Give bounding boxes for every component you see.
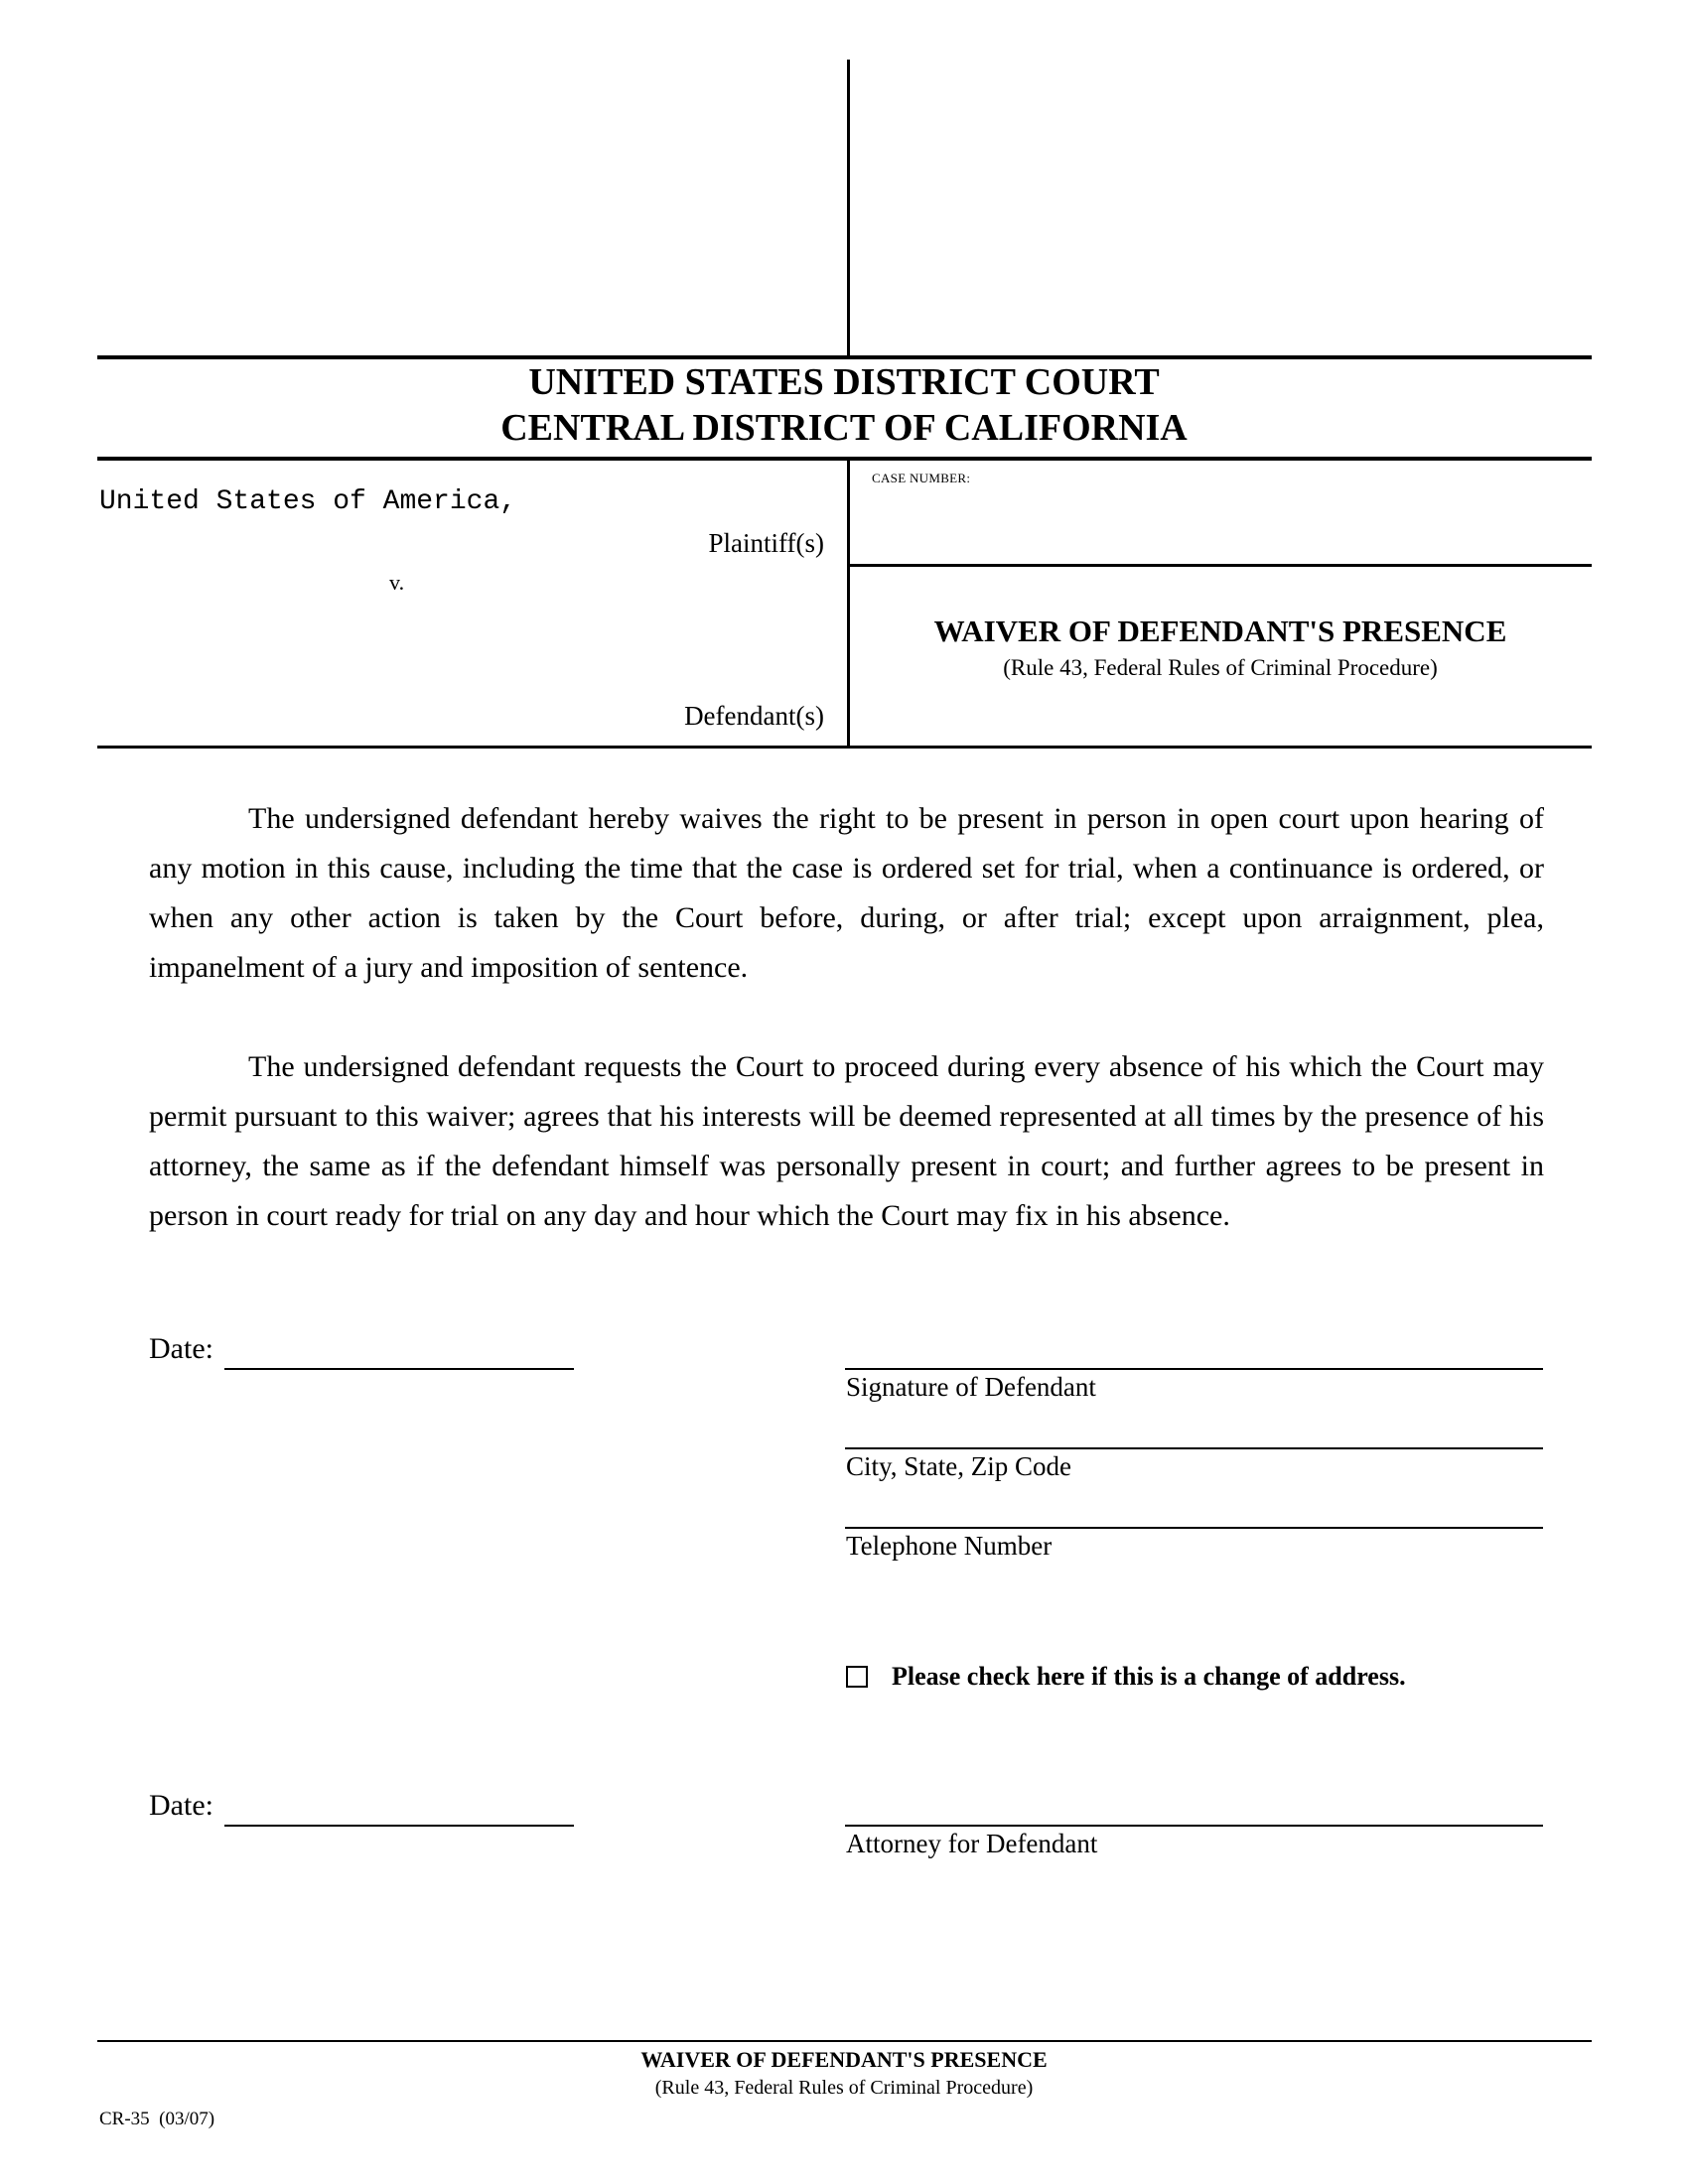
footer-subtitle: (Rule 43, Federal Rules of Criminal Procedure)	[654, 2077, 1034, 2099]
attorney-signature-line	[845, 1825, 1543, 1827]
waiver-paragraph-1	[149, 794, 1544, 993]
court-title-bottom-rule	[97, 457, 1592, 461]
signature-label: Signature of Defendant	[846, 1372, 1096, 1402]
plaintiff-label: Plaintiff(s)	[708, 528, 824, 558]
header-divider-vertical	[847, 60, 850, 357]
date-line-1	[224, 1368, 574, 1370]
case-number-rule	[849, 564, 1592, 567]
city-state-zip-field[interactable]	[845, 1410, 1543, 1445]
waiver-paragraph-1-text: The undersigned defendant hereby waives the right to be present in person in open court upon hearing of any motion in this cause, including the time that the case is ordered set for trial, when a continuance is ordered, or when any other action is taken by the Court before, during, or after trial; except upon arraignment, plea, impanelment of a jury and imposition of sentence.	[149, 802, 1544, 984]
signature-field[interactable]	[845, 1330, 1543, 1366]
form-code: CR-35 (03/07)	[99, 2109, 215, 2129]
date-label-2: Date:	[149, 1789, 213, 1822]
waiver-paragraph-2-text: The undersigned defendant requests the Court to proceed during every absence of his which the Court may permit pursuant to this waiver; agrees that his interests will be deemed represented at all times by the presence of his attorney, the same as if the defendant himself was personally present in court; and further agrees to be present in person in court ready for trial on any day and hour which the Court may fix in his absence.	[149, 1050, 1544, 1232]
court-name-line2: CENTRAL DISTRICT OF CALIFORNIA	[500, 407, 1188, 449]
court-name-line1: UNITED STATES DISTRICT COURT	[528, 361, 1160, 403]
city-state-zip-line	[845, 1447, 1543, 1449]
telephone-label: Telephone Number	[846, 1531, 1053, 1561]
case-number-field[interactable]	[872, 496, 1567, 556]
change-of-address-checkbox[interactable]	[846, 1666, 868, 1688]
caption-bottom-rule	[97, 746, 1592, 749]
waiver-paragraph-2	[149, 1042, 1544, 1241]
attorney-signature-field[interactable]	[845, 1787, 1543, 1823]
footer-rule	[97, 2040, 1592, 2042]
case-number-label: CASE NUMBER:	[872, 471, 971, 485]
defendant-label: Defendant(s)	[684, 701, 824, 731]
form-title: WAIVER OF DEFENDANT'S PRESENCE	[933, 614, 1507, 648]
plaintiff-name: United States of America,	[99, 486, 517, 517]
versus-label: v.	[389, 570, 405, 595]
signature-line	[845, 1368, 1543, 1370]
telephone-line	[845, 1527, 1543, 1529]
telephone-field[interactable]	[845, 1489, 1543, 1525]
date-line-2	[224, 1825, 574, 1827]
date-field-1[interactable]	[224, 1330, 574, 1366]
caption-divider-vertical	[847, 459, 850, 747]
date-field-2[interactable]	[224, 1787, 574, 1823]
form-subtitle: (Rule 43, Federal Rules of Criminal Procedure)	[1003, 655, 1438, 680]
attorney-label: Attorney for Defendant	[846, 1829, 1098, 1858]
date-label-1: Date:	[149, 1332, 213, 1365]
footer-title: WAIVER OF DEFENDANT'S PRESENCE	[640, 2047, 1048, 2072]
city-state-zip-label: City, State, Zip Code	[846, 1451, 1071, 1481]
change-of-address-label: Please check here if this is a change of address.	[892, 1662, 1406, 1691]
